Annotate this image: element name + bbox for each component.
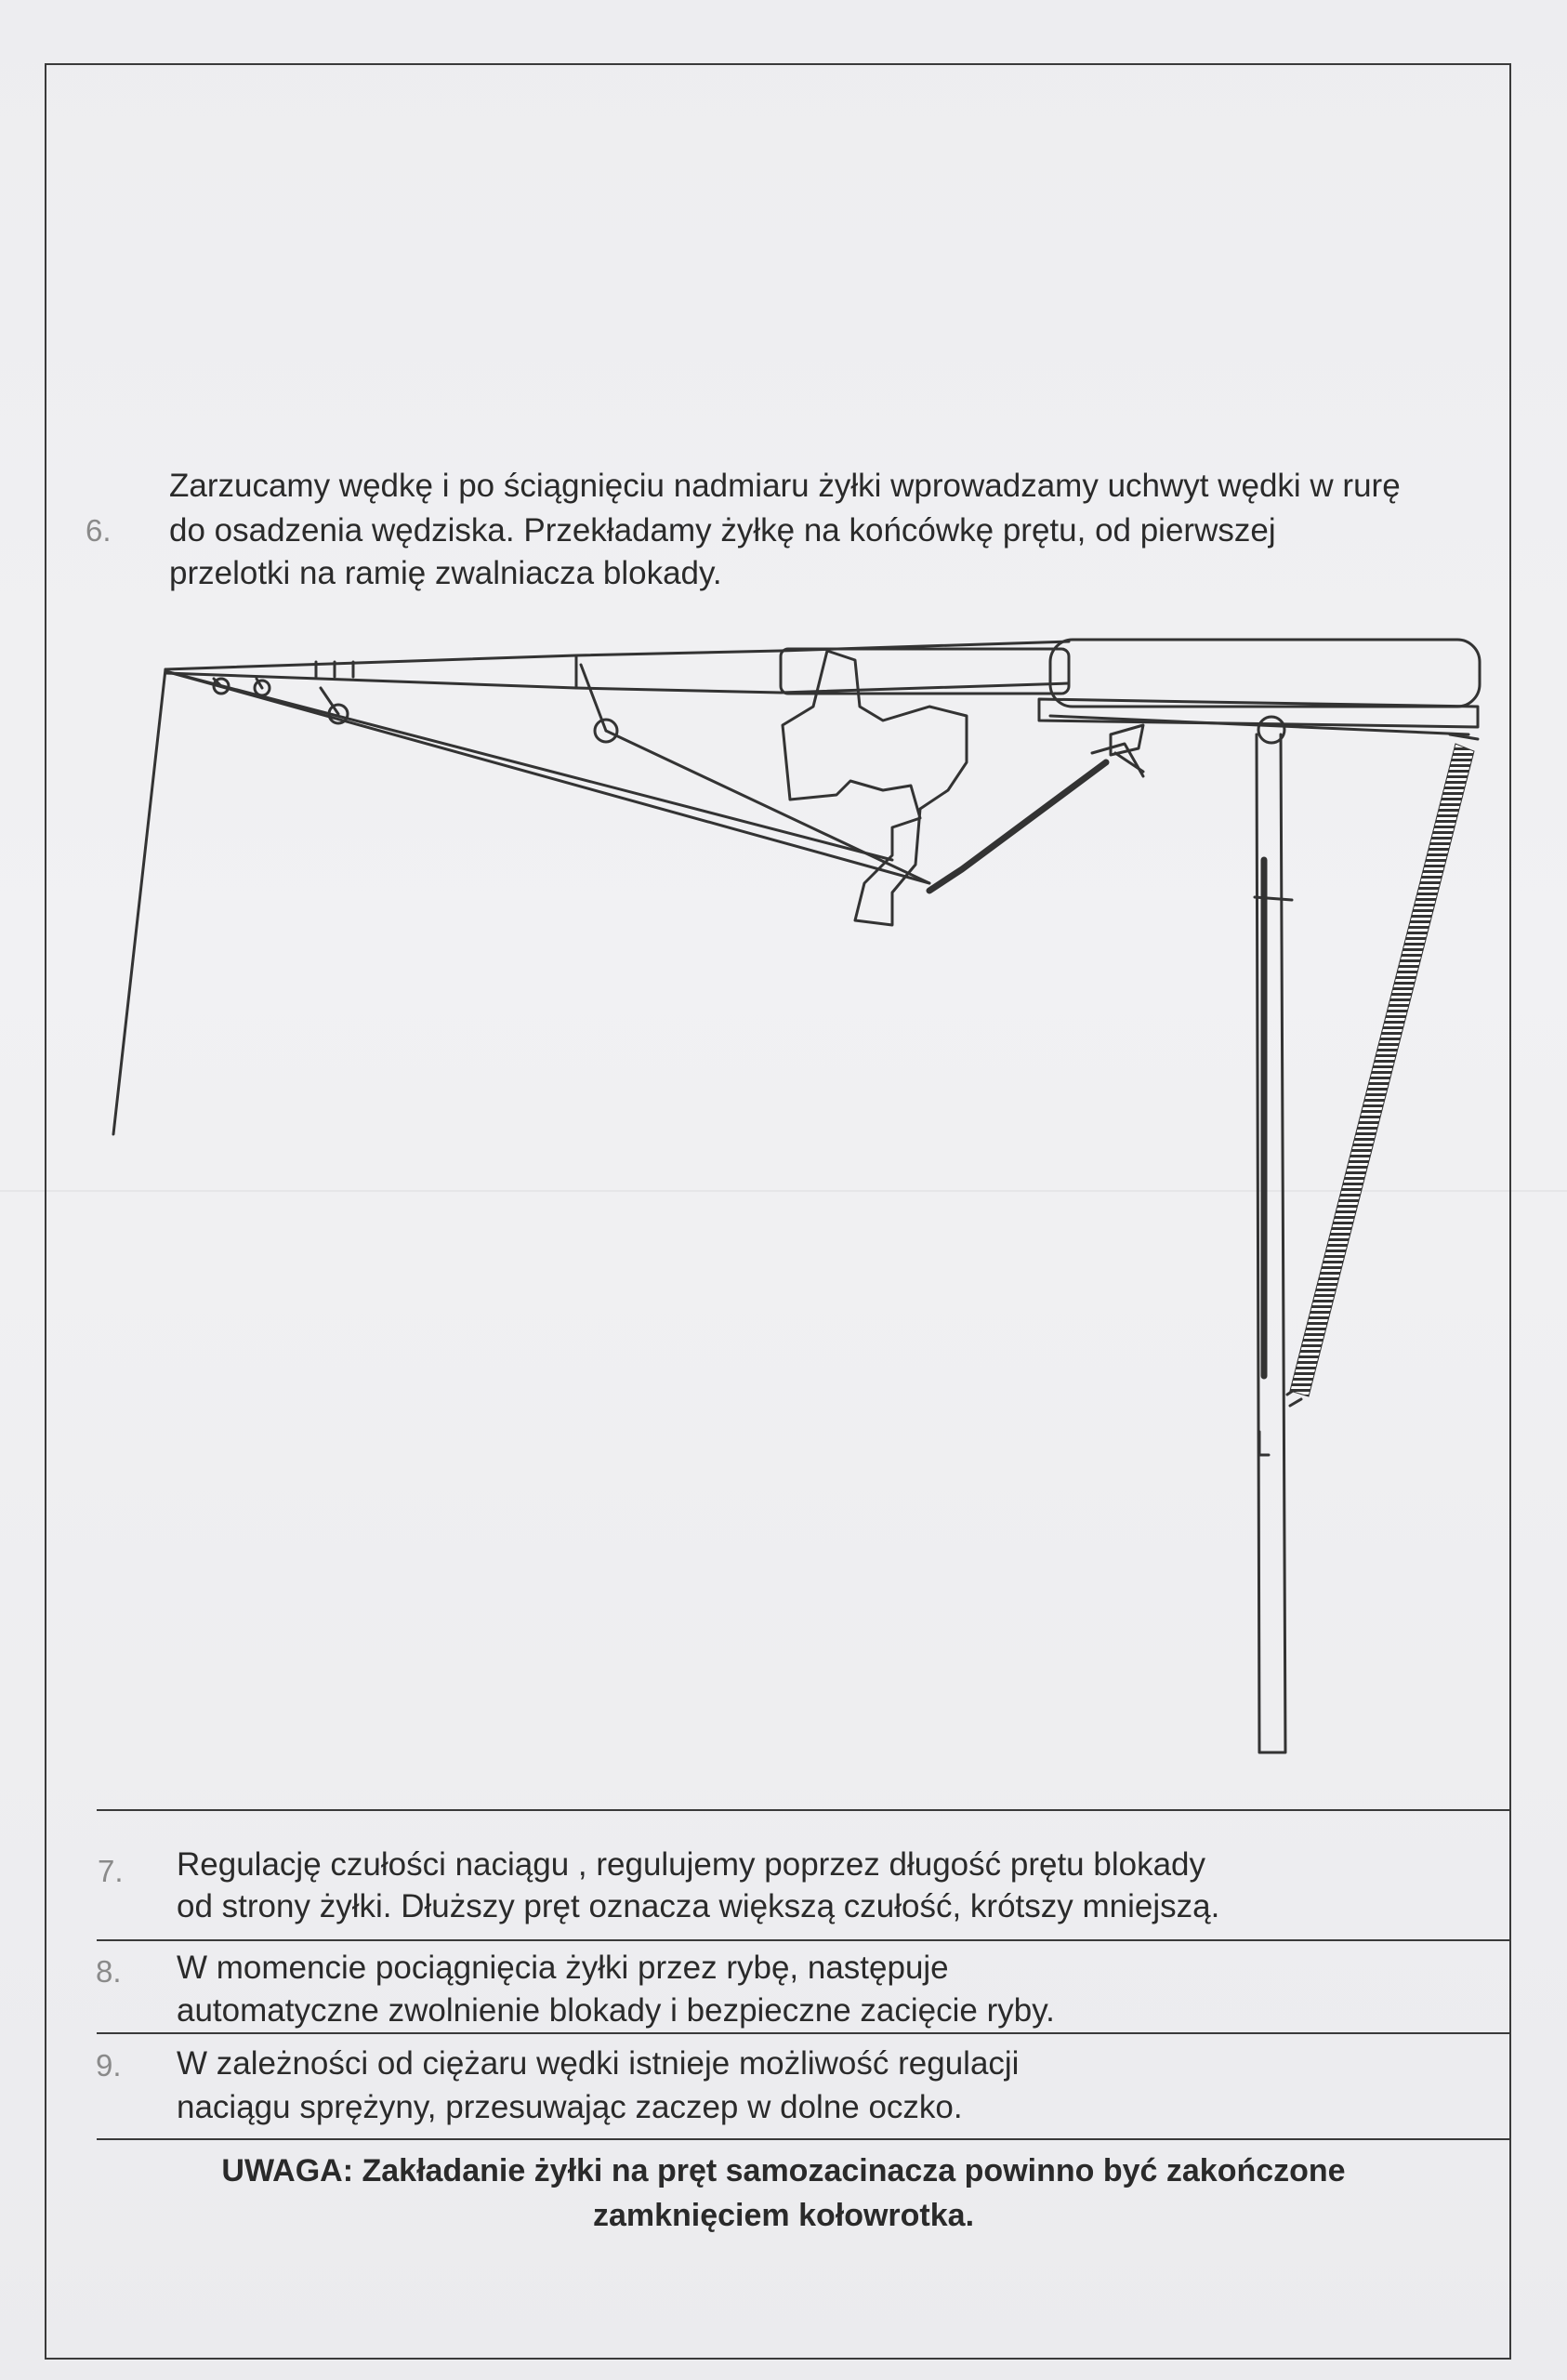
step-6-line-1: Zarzucamy wędkę i po ściągnięciu nadmiaru żyłki wprowadzamy uchwyt wędki w rurę: [169, 468, 1401, 504]
stand-clip: [1255, 897, 1292, 900]
warning-line-2: zamknięciem kołowrotka.: [592, 2198, 975, 2233]
fishing-line-2: [165, 671, 892, 860]
warning-line-1: UWAGA: Zakładanie żyłki na pręt samozacinacza powinno być zakończone: [221, 2153, 1346, 2188]
rod-upper-edge: [165, 641, 1069, 669]
step-8-line-2: automatyczne zwolnienie blokady i bezpieczne zacięcie ryby.: [177, 1992, 1055, 2029]
step-7-number: 7.: [98, 1854, 124, 1888]
step-9-line-2: naciągu sprężyny, przesuwając zaczep w dolne oczko.: [177, 2089, 963, 2125]
tension-spring: [1290, 744, 1474, 1396]
divider-4: [97, 2138, 1509, 2140]
divider-3: [97, 2032, 1509, 2034]
release-lever: [929, 762, 1106, 891]
divider-1: [97, 1809, 1509, 1811]
step-7-line-1: Regulację czułości naciągu , regulujemy poprzez długość prętu blokady: [177, 1846, 1206, 1883]
stand-hook: [1259, 1432, 1269, 1455]
rod-lower-edge: [165, 673, 1069, 693]
step-6-line-3: przelotki na ramię zwalniacza blokady.: [169, 555, 722, 591]
step-6-line-2: do osadzenia wędziska. Przekładamy żyłkę na końcówkę prętu, od pierwszej: [169, 512, 1276, 549]
step-8-line-1: W momencie pociągnięcia żyłki przez rybę, następuje: [177, 1950, 949, 1986]
stand-pivot: [1258, 717, 1284, 743]
divider-2: [97, 1939, 1509, 1941]
step-9-number: 9.: [96, 2048, 122, 2082]
step-7-line-2: od strony żyłki. Dłuższy pręt oznacza większą czułość, krótszy mniejszą.: [177, 1888, 1220, 1924]
rod-tip-line: [113, 669, 165, 1134]
step-6-number: 6.: [86, 513, 112, 548]
step-9-line-1: W zależności od ciężaru wędki istnieje możliwość regulacji: [177, 2045, 1020, 2082]
holder-tube: [1050, 640, 1480, 707]
holder-bracket: [1039, 699, 1478, 727]
step-8-number: 8.: [96, 1954, 122, 1989]
